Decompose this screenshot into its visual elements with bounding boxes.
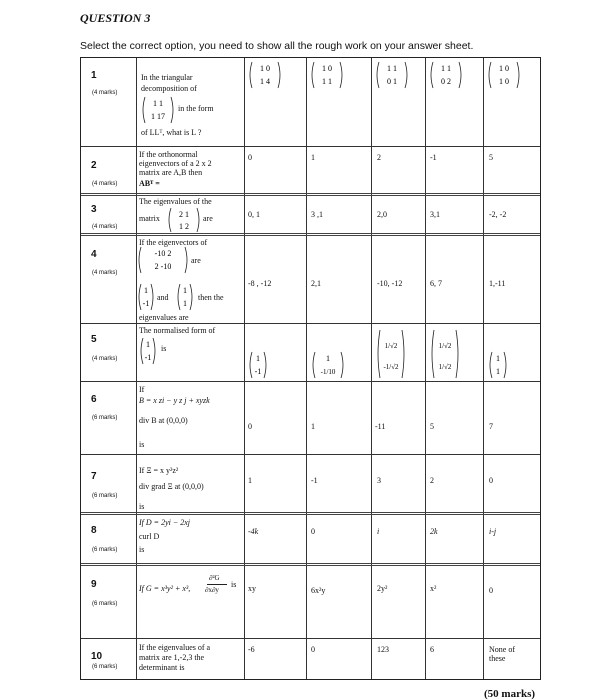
option-d[interactable]: 2 (430, 476, 434, 485)
option-c[interactable]: 2y² (377, 584, 388, 593)
option-b[interactable]: 2,1 (311, 279, 321, 288)
question-text: matrix are 1,-2,3 the (139, 653, 205, 662)
matrix-row: 1 2 (179, 222, 189, 231)
question-text: If the eigenvectors of (139, 238, 208, 247)
row-divider (81, 638, 540, 639)
matrix-row: -1 (142, 299, 150, 308)
option-a[interactable]: xy (248, 584, 256, 593)
matrix-row: 2 -10 (154, 262, 172, 271)
option-c[interactable]: 2,0 (377, 210, 387, 219)
column-divider (425, 58, 426, 679)
option-e[interactable]: None of these (489, 645, 515, 663)
question-text: The normalised form of (139, 326, 216, 335)
question-text: is (161, 344, 167, 353)
question-number: 8 (91, 525, 97, 536)
matrix-row: 1 (256, 354, 260, 363)
option-b[interactable]: 6x²y (311, 586, 326, 595)
option-c[interactable] (376, 329, 406, 384)
row-divider (81, 323, 540, 324)
question-text: eigenvectors of a 2 x 2 (139, 159, 212, 168)
question-marks: (6 marks) (92, 415, 118, 421)
question-number: 6 (91, 394, 97, 405)
question-text: are (203, 214, 213, 223)
question-marks: (4 marks) (92, 356, 118, 362)
matrix-row: 1 (183, 286, 187, 295)
matrix-row: 1 0 (260, 64, 270, 73)
matrix-row: 2 1 (179, 210, 189, 219)
question-text: ABᵀ = (139, 179, 160, 188)
matrix-row: 1 (146, 340, 150, 349)
option-e[interactable] (487, 61, 521, 94)
question-text: eigenvalues are (139, 313, 189, 322)
matrix-row: 1 (496, 354, 500, 363)
option-a[interactable]: -4k (248, 527, 259, 536)
question-text: ∂²G (209, 574, 220, 582)
option-a[interactable]: -8 , -12 (248, 279, 272, 288)
option-a[interactable]: -6 (248, 645, 255, 654)
question-text: in the form (178, 104, 214, 113)
question-text: matrix (139, 214, 160, 223)
matrix-row: -1/√2 (383, 363, 399, 371)
question-text: If D = 2yi − 2xj (139, 518, 191, 527)
matrix-row: 1/√2 (438, 342, 452, 350)
question-text: If (139, 385, 145, 394)
option-b[interactable]: 3 ,1 (311, 210, 323, 219)
question-marks: (6 marks) (92, 547, 118, 553)
option-d[interactable]: 6, 7 (430, 279, 442, 288)
option-d[interactable]: 3,1 (430, 210, 440, 219)
question-text: curl D (139, 532, 160, 541)
option-a[interactable] (248, 61, 282, 94)
question-number: 3 (91, 204, 97, 215)
option-d[interactable]: 2k (430, 527, 438, 536)
matrix-row: -1 (144, 353, 152, 362)
question-text: ∂x∂y (205, 586, 219, 594)
row-divider (81, 454, 540, 455)
option-e[interactable] (488, 351, 508, 384)
question-marks: (6 marks) (92, 664, 118, 670)
row-divider (81, 563, 540, 566)
question-text: is (139, 502, 145, 511)
matrix-row: -1/10 (320, 368, 336, 376)
question-marks: (4 marks) (92, 181, 118, 187)
question-number: 5 (91, 334, 97, 345)
matrix-row: 1 0 (322, 64, 332, 73)
matrix-row: 1 1 (153, 99, 163, 108)
question-text: div grad Ξ at (0,0,0) (139, 482, 204, 491)
question-text: determinant is (139, 663, 185, 672)
matrix (137, 246, 189, 279)
question-text: div B at (0,0,0) (139, 416, 188, 425)
question-text: If the orthonormal (139, 150, 198, 159)
matrix-row: 1 (144, 286, 148, 295)
matrix-row: -1 (254, 367, 262, 376)
matrix-row: 1 4 (260, 77, 270, 86)
matrix-row: 0 1 (387, 77, 397, 86)
matrix-row: 1 1 (441, 64, 451, 73)
option-d[interactable]: 5 (430, 422, 434, 431)
row-divider (81, 193, 540, 196)
question-text: of LLᵀ, what is L ? (141, 128, 202, 137)
question-text: B = x zi − y z j + xyzk (139, 396, 210, 405)
row-divider (81, 233, 540, 236)
option-e[interactable]: 1,-11 (489, 279, 506, 288)
question-heading: QUESTION 3 (80, 11, 151, 25)
question-marks: (4 marks) (92, 224, 118, 230)
matrix-row: 1 (326, 354, 330, 363)
question-number: 7 (91, 471, 97, 482)
option-b[interactable] (310, 61, 344, 94)
option-c[interactable]: -11 (375, 422, 386, 431)
option-b[interactable]: 0 (311, 527, 315, 536)
total-marks: (50 marks) (484, 688, 536, 700)
question-marks: (4 marks) (92, 90, 118, 96)
option-a[interactable] (248, 351, 268, 384)
question-number: 2 (91, 160, 97, 171)
option-a[interactable]: 1 (248, 476, 252, 485)
row-divider (81, 512, 540, 515)
matrix-row: 1 1 (387, 64, 397, 73)
matrix-row: 1 1 (322, 77, 332, 86)
vector (176, 283, 194, 316)
column-divider (306, 58, 307, 679)
column-divider (371, 58, 372, 679)
question-marks: (6 marks) (92, 493, 118, 499)
option-a[interactable]: 0 (248, 422, 252, 431)
row-divider (81, 146, 540, 147)
matrix-row: -10 2 (154, 249, 172, 258)
column-divider (244, 58, 245, 679)
question-text: In the triangular (141, 73, 193, 82)
matrix (167, 207, 201, 238)
matrix-row: 1/√2 (384, 342, 398, 350)
option-b[interactable]: 0 (311, 645, 315, 654)
option-b[interactable]: 1 (311, 153, 315, 162)
option-b[interactable]: -1 (311, 476, 318, 485)
matrix-row: 0 2 (441, 77, 451, 86)
matrix-row: 1 (496, 367, 500, 376)
question-text: If G = x³y² + x³, (139, 584, 191, 593)
option-c[interactable]: 3 (377, 476, 381, 485)
question-text: are (191, 256, 201, 265)
question-marks: (4 marks) (92, 270, 118, 276)
option-d[interactable]: x² (430, 584, 437, 593)
question-text: is (231, 580, 237, 589)
question-number: 9 (91, 579, 97, 590)
option-e[interactable]: i-j (489, 527, 497, 536)
matrix (141, 96, 175, 129)
question-number: 10 (91, 651, 103, 662)
question-table (80, 57, 541, 680)
question-marks: (6 marks) (92, 601, 118, 607)
matrix-row: 1 (183, 299, 187, 308)
question-text: matrix are A,B then (139, 168, 203, 177)
option-e[interactable]: 0 (489, 476, 493, 485)
vector (137, 283, 155, 316)
matrix-row: 1 0 (499, 77, 509, 86)
fraction-bar (207, 584, 227, 585)
option-d[interactable] (429, 61, 463, 94)
option-c[interactable]: -10, -12 (377, 279, 403, 288)
column-divider (136, 58, 137, 679)
question-text: If the eigenvalues of a (139, 643, 211, 652)
question-text: then the (198, 293, 224, 302)
question-text: The eigenvalues of the (139, 197, 212, 206)
question-text: is (139, 440, 145, 449)
option-d[interactable] (430, 329, 460, 384)
option-e[interactable]: 5 (489, 153, 493, 162)
option-b[interactable] (311, 351, 345, 384)
question-text: and (157, 293, 169, 302)
matrix-row: 1 17 (151, 112, 165, 121)
option-b[interactable]: 1 (311, 422, 315, 431)
option-c[interactable]: i (377, 527, 380, 536)
question-number: 1 (91, 70, 97, 81)
question-number: 4 (91, 249, 97, 260)
instructions: Select the correct option, you need to show all the rough work on your answer sheet. (80, 40, 474, 52)
question-text: If Ξ = x y²z² (139, 466, 179, 475)
question-text: decomposition of (141, 84, 197, 93)
option-d[interactable]: -1 (430, 153, 437, 162)
option-e[interactable]: 0 (489, 586, 493, 595)
option-c[interactable]: 123 (377, 645, 389, 654)
vector (139, 337, 157, 370)
matrix-row: 1/√2 (438, 363, 452, 371)
column-divider (483, 58, 484, 679)
option-c[interactable] (375, 61, 409, 94)
option-e[interactable]: -2, -2 (489, 210, 507, 219)
option-a[interactable]: 0 (248, 153, 252, 162)
matrix-row: 1 0 (499, 64, 509, 73)
question-text: is (139, 545, 145, 554)
option-d[interactable]: 6 (430, 645, 434, 654)
option-a[interactable]: 0, 1 (248, 210, 260, 219)
option-c[interactable]: 2 (377, 153, 381, 162)
option-e[interactable]: 7 (489, 422, 493, 431)
